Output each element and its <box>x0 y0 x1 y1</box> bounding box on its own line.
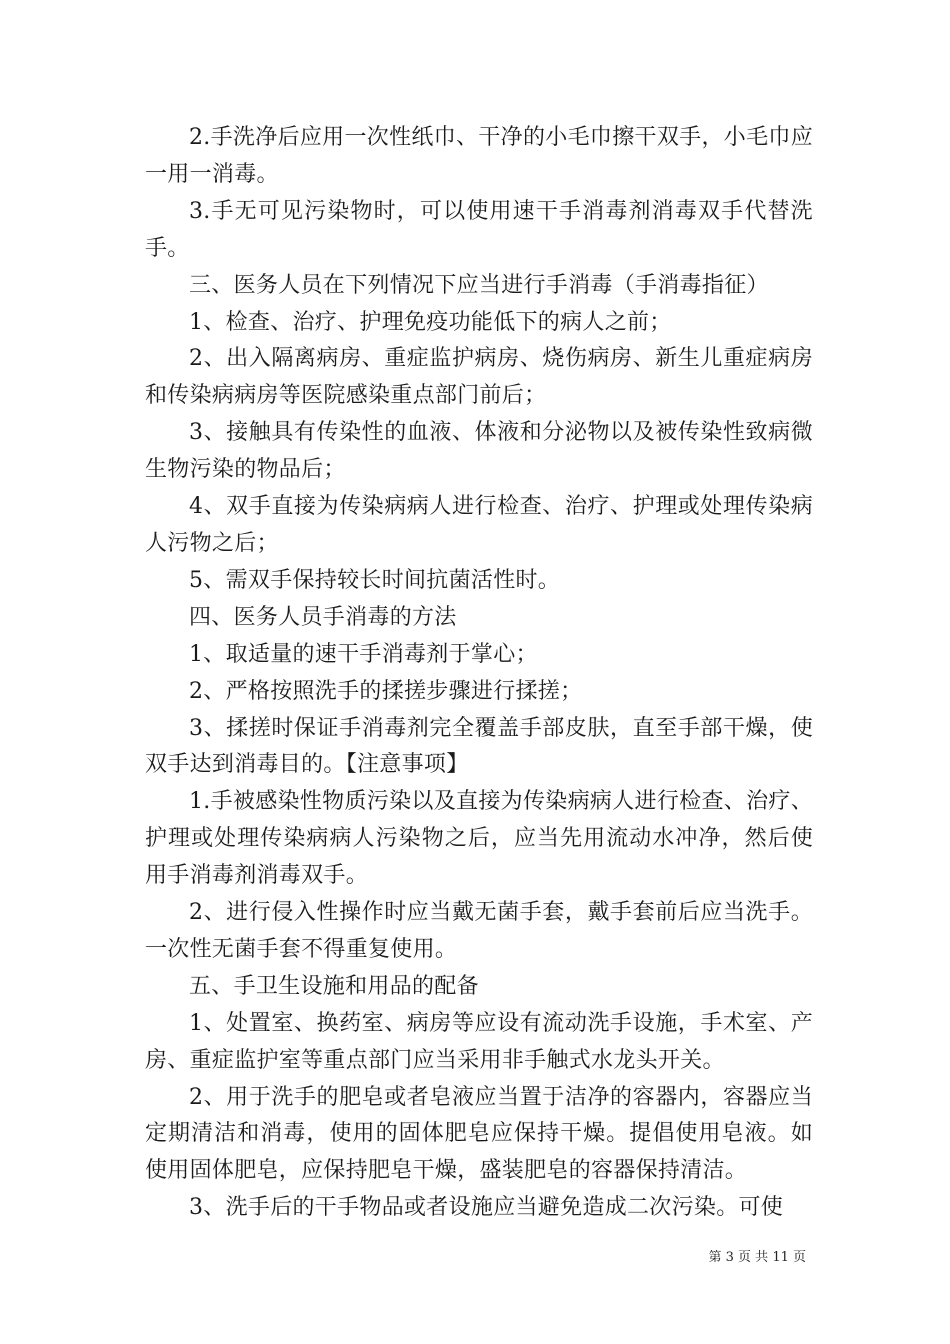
paragraph: 1、取适量的速干手消毒剂于掌心； <box>189 641 538 667</box>
paragraph: 2、用于洗手的肥皂或者皂液应当置于洁净的容器内，容器应当定期清洁和消毒，使用的固体肥皂应保持干燥。提倡使用皂液。如使用固体肥皂，应保持肥皂干燥，盛装肥皂的容器保持清洁。 <box>145 1084 813 1184</box>
paragraph: 1、检查、治疗、护理免疫功能低下的病人之前； <box>189 309 672 335</box>
paragraph: 1、处置室、换药室、病房等应设有流动洗手设施，手术室、产房、重症监护室等重点部门应当采用非手触式水龙头开关。 <box>145 1010 813 1073</box>
paragraph: 3、揉搓时保证手消毒剂完全覆盖手部皮肤，直至手部干燥，使双手达到消毒目的。【注意事项】 <box>145 715 813 778</box>
section-heading: 四、医务人员手消毒的方法 <box>189 604 457 630</box>
paragraph: 2、进行侵入性操作时应当戴无菌手套，戴手套前后应当洗手。一次性无菌手套不得重复使用。 <box>145 900 813 962</box>
paragraph: 3、接触具有传染性的血液、体液和分泌物以及被传染性致病微生物污染的物品后； <box>145 420 813 483</box>
section-heading: 五、手卫生设施和用品的配备 <box>189 973 479 999</box>
page-number: 第 3 页 共 11 页 <box>708 1250 806 1265</box>
section-heading: 三、医务人员在下列情况下应当进行手消毒（手消毒指征） <box>189 272 769 298</box>
paragraph: 2.手洗净后应用一次性纸巾、干净的小毛巾擦干双手，小毛巾应一用一消毒。 <box>145 125 813 187</box>
paragraph: 3.手无可见污染物时，可以使用速干手消毒剂消毒双手代替洗手。 <box>145 198 813 261</box>
paragraph: 4、双手直接为传染病病人进行检查、治疗、护理或处理传染病人污物之后； <box>145 494 813 556</box>
paragraph: 2、严格按照洗手的揉搓步骤进行揉搓； <box>189 678 583 704</box>
document-body <box>145 120 813 1227</box>
paragraph: 5、需双手保持较长时间抗菌活性时。 <box>189 567 561 593</box>
paragraph: 1.手被感染性物质污染以及直接为传染病病人进行检查、治疗、护理或处理传染病病人污染物之后，应当先用流动水冲净，然后使用手消毒剂消毒双手。 <box>145 789 813 889</box>
paragraph: 3、洗手后的干手物品或者设施应当避免造成二次污染。可使 <box>189 1195 784 1221</box>
paragraph: 2、出入隔离病房、重症监护病房、烧伤病房、新生儿重症病房和传染病病房等医院感染重点部门前后； <box>145 346 813 409</box>
